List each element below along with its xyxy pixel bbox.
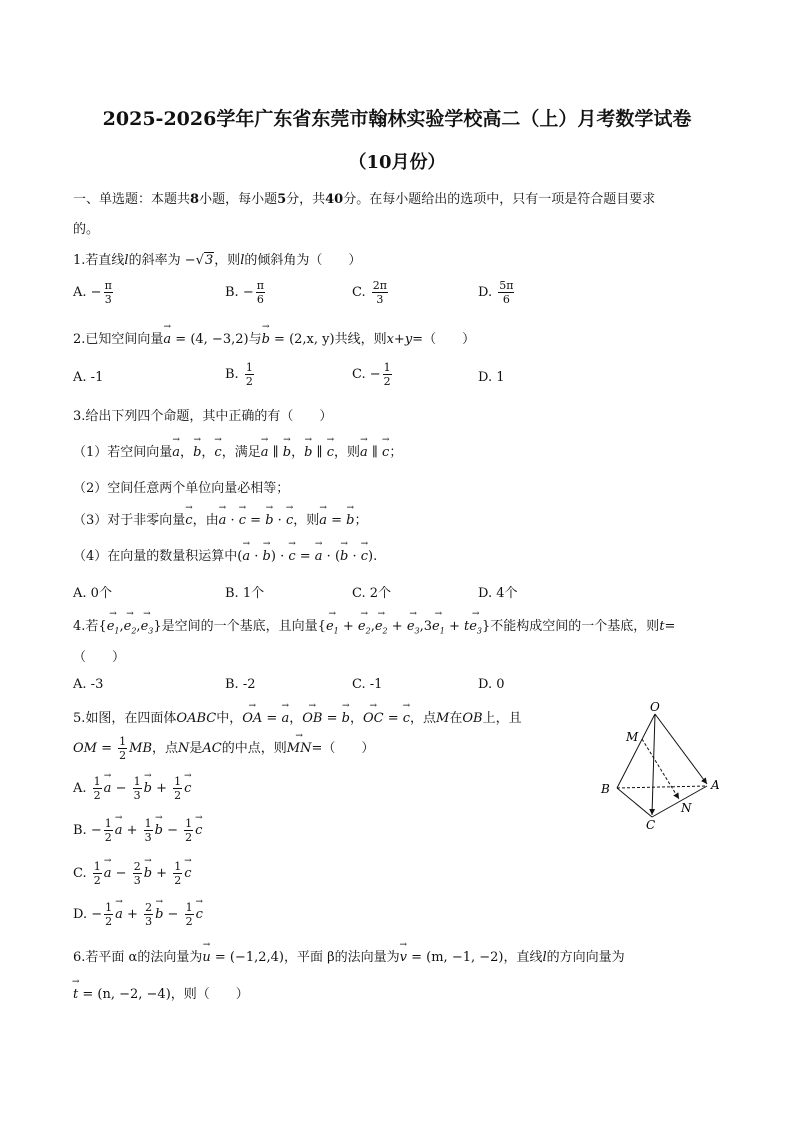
frac-num: π: [104, 279, 112, 292]
label-c: C: [646, 818, 656, 832]
vector-t: → t: [73, 983, 78, 1002]
question-4-stem: 4.若{→ $e_1,\to e_2,\to e_3$}是空间的一个基底，且向量{→ $e_1$ + → $e_2,\to e_2$ + → $e_3,3\to e_1 + t\to e_3$}不能构成空间的一个基底，则t=: [73, 615, 675, 636]
question-4-paren: （ ）: [73, 650, 126, 665]
option-label: D.: [478, 586, 493, 601]
section-text: 小题，每小题: [199, 192, 278, 207]
q3-text: ，由: [192, 513, 219, 528]
q1-text: ，则: [214, 253, 241, 268]
question-2-stem: [73, 328, 475, 347]
q5-point-n: N: [178, 741, 190, 756]
frac-den: 2: [383, 375, 391, 388]
section-text: 分。在每小题给出的选项中，只有一项是符合题目要求: [343, 192, 656, 207]
q5-text: ，点: [152, 741, 179, 756]
vector-e3: → $e_3$: [407, 615, 420, 636]
exam-title: 2025-2026学年广东省东莞市翰林实验学校高二（上）月考数学试卷: [102, 108, 692, 130]
frac-den: 2: [245, 375, 253, 388]
q4-text: 是空间的一个基底，且向量: [161, 619, 318, 634]
section-instructions-line2: 的。: [73, 222, 100, 237]
q5-option-c: C. $\frac{1}{2}$ → a − $\frac{2}{3}$ → b + $\frac{1}{2}$ → c: [73, 861, 191, 886]
frac-num: 2π: [372, 279, 387, 292]
q5-solid: OABC: [176, 711, 217, 726]
vector-c: → c: [382, 441, 389, 460]
fraction: [256, 280, 265, 305]
vector-e3: → $e_3$: [141, 615, 154, 636]
q6-var: l: [542, 950, 547, 965]
question-count: 8: [190, 192, 200, 207]
q3-text: ，则: [333, 445, 360, 460]
segment-mn: [642, 739, 679, 799]
fraction: [383, 362, 392, 387]
question-6-stem-2: [73, 983, 249, 1002]
section-instructions-line1: [73, 188, 655, 207]
tetrahedron-figure: [595, 700, 730, 835]
q1-slope-sign: −: [184, 253, 196, 268]
frac-num: π: [256, 279, 264, 292]
q2-text: 共线，则: [334, 332, 387, 347]
q3-text: （3）对于非零向量: [73, 513, 186, 528]
option-text: -2: [242, 677, 256, 692]
section-text: 一、单选题：本题共: [73, 192, 191, 207]
q2-text: =（ ）: [412, 332, 476, 347]
frac-num: 1: [383, 361, 391, 374]
frac-den: 3: [376, 293, 384, 306]
q3-option-c: [352, 582, 391, 601]
q6-text: ，平面 β的法向量为: [283, 950, 400, 965]
option-label: C.: [352, 285, 366, 300]
label-m: M: [626, 730, 639, 744]
q1-slope-root: 3: [204, 253, 214, 268]
q4-option-d: [478, 677, 505, 692]
q1-text: 的斜率为: [128, 253, 181, 268]
option-text: -1: [369, 677, 383, 692]
vector-c: → c: [361, 545, 368, 564]
q1-var: l: [240, 253, 245, 268]
vector-v: → v: [400, 946, 407, 965]
exam-subtitle: （10月份）: [348, 152, 446, 173]
vector-b: → b: [262, 328, 270, 347]
q5-point-m: M: [436, 711, 450, 726]
q3-option-d: [478, 582, 518, 601]
option-label: B.: [225, 367, 239, 382]
option-label: B.: [73, 823, 87, 838]
q2-eq-b: = (2,x, y): [269, 332, 335, 347]
edge-ob: [617, 714, 655, 788]
frac-num: 5π: [499, 279, 514, 292]
vector-OC: → OC: [363, 707, 384, 726]
option-label: D.: [478, 370, 493, 385]
option-text: 1个: [242, 586, 265, 601]
vector-b: → b: [263, 545, 271, 564]
q3-text: （4）在向量的数量积运算中: [73, 549, 238, 564]
q3-proposition-3: （3）对于非零向量→ c，由→ a · → c = → b · → c，则→ a = → b；: [73, 509, 368, 528]
q2-option-d: [478, 370, 505, 385]
label-a: A: [711, 778, 720, 792]
q5-text: ，点: [410, 711, 437, 726]
edge-ba-hidden: [617, 786, 707, 788]
vector-e2: → $e_2$: [124, 615, 137, 636]
vector-c: → c: [403, 707, 410, 726]
q6-text: ，则（ ）: [170, 987, 249, 1002]
option-text: 0: [496, 677, 505, 692]
frac-den: 3: [104, 293, 112, 306]
q5-text: 是: [189, 741, 203, 756]
option-label: B.: [225, 586, 239, 601]
vector-b: → b: [193, 441, 201, 460]
edge-oc: [652, 714, 655, 815]
vector-OB: → OB: [302, 707, 322, 726]
vector-a: → a: [219, 509, 227, 528]
vector-a: → a: [281, 707, 289, 726]
q5-text: 5.如图，在四面体: [73, 711, 177, 726]
frac-den: 6: [256, 293, 264, 306]
vector-c: → c: [185, 509, 192, 528]
q4-text: =: [664, 619, 676, 634]
vector-b: → b: [283, 441, 291, 460]
q4-option-b: [225, 677, 256, 692]
label-n: N: [681, 801, 692, 815]
q1-text: 的倾斜角为（ ）: [244, 253, 362, 268]
option-label: D.: [478, 677, 493, 692]
q2-expr: x+y: [386, 332, 413, 347]
q2-text: 与: [248, 332, 262, 347]
vector-a: → a: [172, 441, 180, 460]
frac-den: 6: [502, 293, 510, 306]
question-3-stem: 3.给出下列四个命题，其中正确的有（ ）: [73, 409, 333, 424]
fraction: $\frac{1}{2}$: [119, 735, 127, 762]
option-label: B.: [225, 285, 239, 300]
points-each: 5: [277, 192, 287, 207]
q5-text: 中，: [216, 711, 243, 726]
vector-e1: → $e_1$: [107, 615, 120, 636]
vector-c: → c: [327, 441, 334, 460]
option-label: C.: [352, 586, 366, 601]
vector-e2: → $e_2$: [375, 615, 388, 636]
option-sign: −: [90, 285, 102, 300]
question-1-stem: [73, 249, 361, 268]
q5-text: 在: [449, 711, 463, 726]
vector-b: → b: [346, 509, 354, 528]
q3-proposition-4: （4）在向量的数量积运算中(→ a · → b) · → c = → a · (→ b · → c).: [73, 545, 377, 564]
vector-e2: → $e_2$: [358, 615, 371, 636]
q4-text: 不能构成空间的一个基底，则: [490, 619, 660, 634]
q2-option-c: [352, 362, 394, 387]
q1-option-d: [478, 280, 516, 305]
section-text: 分，共: [286, 192, 326, 207]
vector-c: → c: [214, 441, 221, 460]
fraction: [372, 280, 388, 305]
q5-text: 上，且: [482, 711, 522, 726]
q6-eq-u: = (−1,2,4): [210, 950, 284, 965]
option-label: C.: [73, 866, 87, 881]
vector-OA: → OA: [242, 707, 262, 726]
frac-num: 1: [245, 361, 253, 374]
option-label: B.: [225, 677, 239, 692]
q6-eq-v: = (m, −1, −2): [407, 950, 504, 965]
label-b: B: [601, 782, 610, 796]
vector-a: → a: [261, 441, 269, 460]
q5-seg-ob: OB: [462, 711, 483, 726]
question-5-stem-2: OM = $\frac{1}{2}$ MB，点N是AC的中点，则→ MN=（ ）: [73, 736, 374, 761]
q1-option-c: [352, 280, 390, 305]
vector-b: → b: [304, 441, 312, 460]
label-o: O: [650, 700, 660, 714]
q5-seg-ac: AC: [202, 741, 222, 756]
vector-c: → c: [286, 509, 293, 528]
q3-text: ，满足: [221, 445, 261, 460]
vector-a: → a: [242, 545, 250, 564]
option-label: D.: [73, 907, 88, 922]
q2-option-b: [225, 362, 256, 387]
q1-var: l: [124, 253, 129, 268]
vector-e1: → $e_1$: [432, 615, 445, 636]
option-text: 0个: [90, 586, 112, 601]
vector-a: → a: [163, 328, 171, 347]
fraction: [498, 280, 514, 305]
q3-option-b: [225, 582, 264, 601]
option-label: A.: [73, 781, 87, 796]
q3-text: ，则: [293, 513, 320, 528]
q5-option-d: D. − $\frac{1}{2}$ → a + $\frac{2}{3}$ → b − $\frac{1}{2}$ → c: [73, 902, 203, 927]
q2-eq-a: = (4, −3,2): [171, 332, 249, 347]
vector-c: → c: [288, 545, 295, 564]
q1-option-b: [225, 280, 267, 305]
option-label: A.: [73, 285, 87, 300]
q1-option-a: [73, 280, 115, 305]
q6-text: ，直线: [503, 950, 543, 965]
option-text: 2个: [369, 586, 392, 601]
q2-option-a: [73, 370, 103, 385]
q6-text: 的方向向量为: [546, 950, 625, 965]
vector-b: → b: [265, 509, 273, 528]
q4-option-c: [352, 677, 382, 692]
option-sign: −: [242, 285, 254, 300]
fraction: [104, 280, 113, 305]
vector-e3: → $e_3$: [469, 615, 482, 636]
q3-proposition-2: （2）空间任意两个单位向量必相等；: [73, 481, 290, 496]
option-text: -3: [90, 677, 104, 692]
vector-MN: → MN: [287, 737, 312, 756]
vector-a: → a: [315, 545, 323, 564]
edge-ca: [652, 786, 707, 817]
vector-c: → c: [239, 509, 246, 528]
q3-text: （1）若空间向量: [73, 445, 173, 460]
q3-option-a: [73, 582, 112, 601]
q1-text: 1.若直线: [73, 253, 125, 268]
option-label: A.: [73, 677, 87, 692]
q2-text: 2.已知空间向量: [73, 332, 164, 347]
vector-b: → b: [340, 545, 348, 564]
vector-e1: → $e_1$: [326, 615, 339, 636]
vector-a: → a: [319, 509, 327, 528]
option-text: 4个: [496, 586, 518, 601]
q5-option-a: A. $\frac{1}{2}$ → a − $\frac{1}{3}$ → b + $\frac{1}{2}$ → c: [73, 776, 191, 801]
option-label: A.: [73, 370, 87, 385]
q4-var: t: [659, 619, 665, 634]
fraction: [245, 362, 254, 387]
option-label: C.: [352, 677, 366, 692]
option-sign: −: [369, 367, 381, 382]
question-6-stem: [73, 946, 625, 965]
q5-text: =（ ）: [311, 741, 375, 756]
option-text: -1: [90, 370, 104, 385]
option-label: D.: [478, 285, 493, 300]
q4-text: 4.若: [73, 619, 99, 634]
q6-eq-t: = (n, −2, −4): [78, 987, 171, 1002]
vector-a: → a: [360, 441, 368, 460]
option-text: 1: [496, 370, 505, 385]
q5-option-b: B. − $\frac{1}{2}$ → a + $\frac{1}{3}$ → b − $\frac{1}{2}$ → c: [73, 818, 202, 843]
option-label: A.: [73, 586, 87, 601]
edge-bc: [617, 788, 652, 817]
q4-option-a: [73, 677, 103, 692]
q5-text: 的中点，则: [221, 741, 287, 756]
question-5-stem: 5.如图，在四面体OABC中，→ OA = → a，→ OB = → b，→ OC = → c，点M在OB上，且: [73, 707, 522, 726]
vector-u: → u: [202, 946, 210, 965]
vector-b: → b: [342, 707, 350, 726]
option-label: C.: [352, 367, 366, 382]
sqrt-symbol: √3: [195, 253, 214, 268]
q6-text: 6.若平面 α的法向量为: [73, 950, 203, 965]
points-total: 40: [325, 192, 344, 207]
q3-proposition-1: （1）若空间向量→ a，→ b，→ c，满足→ a ∥ → b，→ b ∥ → c，则→ a ∥ → c；: [73, 441, 402, 460]
